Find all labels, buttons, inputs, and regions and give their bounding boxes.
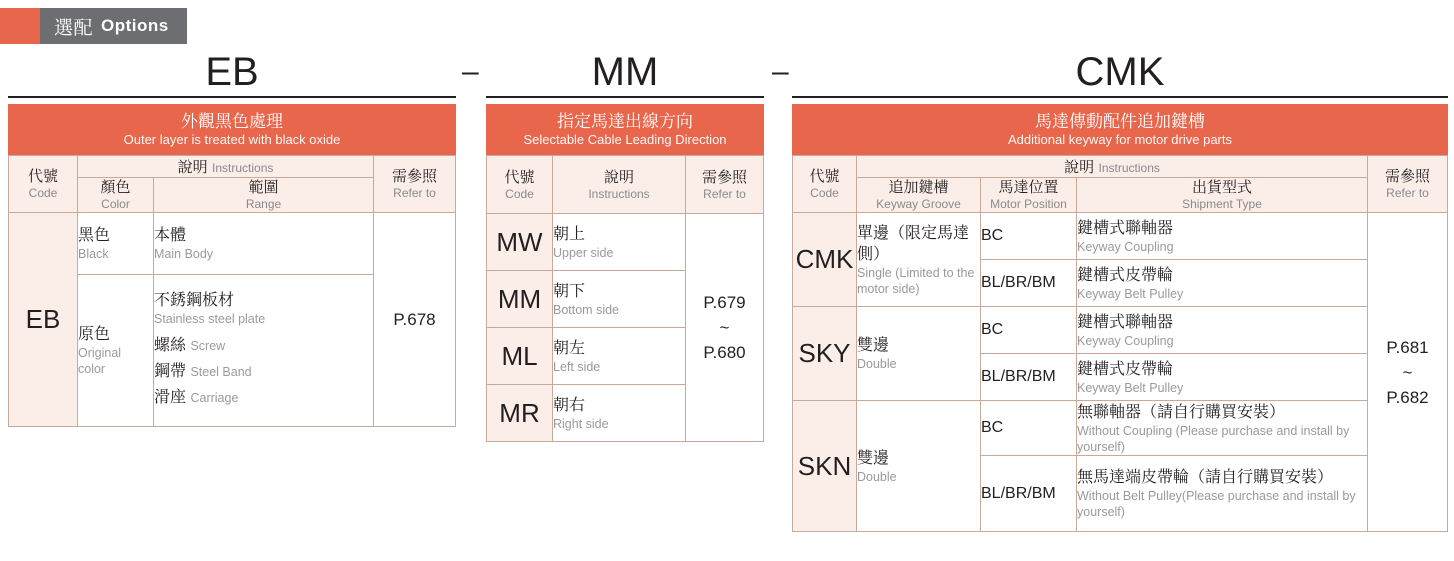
cell-code-mm-value: MM	[497, 283, 542, 314]
table-header-row	[487, 156, 764, 214]
page-header	[0, 8, 187, 44]
cell-direction-ml-zh: 朝左	[553, 339, 586, 357]
cell-shipment-sky-bc-zh: 鍵槽式聯軸器	[1077, 313, 1174, 331]
table-subheader-row	[793, 178, 1448, 213]
header-code-en: Code	[810, 186, 839, 200]
block-cmk-table	[792, 155, 1448, 532]
cell-keyway-skn-en: Double	[857, 469, 897, 484]
header-shipment-type	[1077, 178, 1368, 213]
cell-motorpos-sky-bc: BC	[981, 307, 1077, 354]
range-item-en: Screw	[190, 339, 226, 353]
code-cmk: CMK	[792, 48, 1448, 98]
header-color-en: Color	[101, 197, 130, 211]
cell-direction-mr-zh: 朝右	[553, 396, 586, 414]
cell-shipment-skn-blbrbm-zh: 無馬達端皮帶輪（請自行購買安裝）	[1077, 469, 1334, 486]
header-code-en: Code	[28, 186, 58, 200]
cell-code-mw	[487, 214, 553, 271]
cell-color-black-zh: 黑色	[78, 227, 111, 244]
cell-motorpos-skn-blbrbm: BL/BR/BM	[981, 456, 1077, 532]
header-code	[9, 156, 78, 213]
block-mm-title-en: Selectable Cable Leading Direction	[523, 132, 727, 147]
header-code-zh: 代號	[504, 168, 535, 186]
header-instructions-en: Instructions	[1098, 161, 1160, 175]
cell-keyway-sky-en: Double	[857, 357, 897, 371]
cell-direction-mm-en: Bottom side	[553, 302, 620, 317]
cell-color-original	[78, 275, 154, 427]
cell-code-mr-value: MR	[499, 397, 540, 428]
range-item-en: Steel Band	[190, 365, 252, 379]
header-refer-en: Refer to	[1386, 186, 1429, 200]
table-row	[9, 213, 456, 275]
refer-line: P.681	[1386, 337, 1429, 357]
cell-shipment-cmk-blbrbm	[1077, 260, 1368, 307]
cell-direction-mw-en: Upper side	[553, 245, 614, 260]
range-item-zh: 鋼帶	[154, 363, 187, 380]
header-instructions-zh: 說明	[603, 168, 634, 186]
header-keyway-en: Keyway Groove	[876, 197, 961, 211]
block-cmk-title-zh: 馬達傳動配件追加鍵槽	[1035, 112, 1205, 131]
code-mm: MM	[486, 48, 764, 98]
cell-direction-ml-en: Left side	[553, 359, 601, 374]
block-mm-title	[486, 104, 764, 155]
cell-keyway-sky	[857, 307, 981, 401]
header-code	[793, 156, 857, 213]
block-mm	[486, 104, 764, 442]
cell-code-eb	[9, 213, 78, 427]
header-instructions-zh: 說明	[177, 159, 208, 176]
header-instructions-en: Instructions	[212, 161, 274, 175]
cell-code-skn	[793, 401, 857, 532]
header-keyway	[857, 178, 981, 213]
block-eb	[8, 104, 456, 427]
header-range	[154, 178, 374, 213]
cell-shipment-sky-blbrbm-zh: 鍵槽式皮帶輪	[1077, 360, 1174, 378]
header-motor-position-en: Motor Position	[990, 197, 1067, 211]
cell-direction-mm-zh: 朝下	[553, 282, 586, 300]
range-item	[154, 333, 373, 359]
cell-keyway-cmk	[857, 213, 981, 307]
header-shipment-type-zh: 出貨型式	[1191, 179, 1252, 196]
table-row	[793, 213, 1448, 260]
cell-shipment-cmk-bc-zh: 鍵槽式聯軸器	[1077, 219, 1174, 237]
header-refer	[686, 156, 764, 214]
block-eb-title-zh: 外觀黑色處理	[181, 112, 283, 131]
header-refer	[1368, 156, 1448, 213]
block-eb-title-en: Outer layer is treated with black oxide	[123, 132, 341, 147]
cell-color-original-en: Original color	[78, 346, 122, 376]
header-code-en: Code	[505, 186, 534, 201]
cell-code-ml	[487, 328, 553, 385]
refer-line: P.682	[1386, 387, 1429, 407]
header-instructions	[78, 156, 374, 178]
range-item-zh: 滑座	[154, 389, 187, 406]
code-eb: EB	[8, 48, 456, 98]
range-item	[154, 290, 373, 327]
header-instructions-zh: 說明	[1064, 159, 1095, 176]
header-instructions-en: Instructions	[588, 186, 650, 201]
header-label	[40, 8, 187, 44]
range-item	[154, 359, 373, 385]
cell-shipment-skn-bc-en: Without Coupling (Please purchase and install by yourself)	[1077, 423, 1350, 454]
cell-range-mainbody	[154, 213, 374, 275]
header-title-zh: 選配	[54, 17, 94, 39]
table-row	[487, 214, 764, 271]
cell-code-cmk	[793, 213, 857, 307]
cell-keyway-cmk-zh: 單邊（限定馬達側）	[857, 224, 970, 263]
cell-code-sky-value: SKY	[798, 338, 851, 368]
cell-direction-mr-en: Right side	[553, 416, 609, 431]
header-refer-zh: 需參照	[701, 168, 747, 186]
block-mm-title-zh: 指定馬達出線方向	[557, 112, 693, 131]
header-motor-position	[981, 178, 1077, 213]
cell-shipment-cmk-bc	[1077, 213, 1368, 260]
cell-keyway-sky-zh: 雙邊	[857, 337, 890, 354]
cell-range-mainbody-zh: 本體	[154, 227, 187, 244]
range-item	[154, 385, 373, 411]
cell-range-mainbody-en: Main Body	[154, 247, 214, 261]
cell-keyway-skn	[857, 401, 981, 532]
cell-code-skn-value: SKN	[797, 450, 852, 481]
header-code-zh: 代號	[27, 168, 58, 185]
cell-motorpos-cmk-bc: BC	[981, 213, 1077, 260]
cell-direction-ml	[553, 328, 686, 385]
cell-motorpos-cmk-blbrbm: BL/BR/BM	[981, 260, 1077, 307]
cell-color-black	[78, 213, 154, 275]
code-separator-1: –	[462, 55, 479, 88]
cell-direction-mw	[553, 214, 686, 271]
cell-refer-cmk	[1368, 213, 1448, 532]
block-eb-title	[8, 104, 456, 155]
cell-shipment-sky-bc-en: Keyway Coupling	[1077, 333, 1174, 348]
cell-code-cmk-value: CMK	[795, 244, 854, 274]
range-item-zh: 不銹鋼板材	[154, 292, 235, 309]
cell-shipment-skn-bc-zh: 無聯軸器（請自行購買安裝）	[1077, 403, 1286, 421]
header-keyway-zh: 追加鍵槽	[888, 179, 949, 196]
cell-color-original-zh: 原色	[78, 326, 111, 343]
cell-shipment-sky-bc	[1077, 307, 1368, 354]
header-color	[78, 178, 154, 213]
header-refer-zh: 需參照	[1384, 168, 1430, 185]
cell-shipment-skn-blbrbm-en: Without Belt Pulley(Please purchase and install by yourself)	[1077, 489, 1356, 519]
cell-color-black-en: Black	[78, 247, 109, 261]
table-row	[793, 307, 1448, 354]
cell-refer-eb: P.678	[374, 213, 456, 427]
range-item-en: Carriage	[190, 391, 239, 405]
cell-refer-mm	[686, 214, 764, 442]
cell-shipment-sky-blbrbm	[1077, 354, 1368, 401]
header-code	[487, 156, 553, 214]
header-instructions	[857, 156, 1368, 178]
range-item-zh: 螺絲	[154, 337, 187, 354]
cell-range-list	[154, 275, 374, 427]
header-refer-zh: 需參照	[391, 168, 437, 185]
block-cmk-title-en: Additional keyway for motor drive parts	[1008, 132, 1232, 147]
header-motor-position-zh: 馬達位置	[998, 179, 1059, 196]
refer-line: ~	[719, 318, 730, 337]
block-cmk-title	[792, 104, 1448, 155]
header-accent-block	[0, 8, 40, 44]
cell-shipment-sky-blbrbm-en: Keyway Belt Pulley	[1077, 380, 1184, 395]
header-title-en: Options	[101, 16, 169, 35]
range-item-en: Stainless steel plate	[154, 312, 266, 326]
model-code-row	[0, 48, 1454, 100]
refer-line: P.680	[703, 343, 746, 362]
header-refer	[374, 156, 456, 213]
cell-direction-mm	[553, 271, 686, 328]
refer-line: P.679	[703, 293, 746, 312]
cell-code-mw-value: MW	[496, 226, 543, 257]
table-header-row	[9, 156, 456, 178]
cell-code-mr	[487, 385, 553, 442]
block-eb-table	[8, 155, 456, 427]
header-range-en: Range	[245, 197, 282, 211]
header-color-zh: 顏色	[100, 179, 131, 196]
block-cmk	[792, 104, 1448, 532]
cell-shipment-cmk-bc-en: Keyway Coupling	[1077, 239, 1174, 254]
refer-line: ~	[1402, 362, 1413, 382]
cell-direction-mr	[553, 385, 686, 442]
cell-shipment-cmk-blbrbm-en: Keyway Belt Pulley	[1077, 286, 1184, 301]
cell-code-sky	[793, 307, 857, 401]
header-code-zh: 代號	[809, 168, 840, 185]
cell-shipment-skn-blbrbm	[1077, 456, 1368, 532]
table-header-row	[793, 156, 1448, 178]
cell-shipment-skn-bc	[1077, 401, 1368, 456]
header-range-zh: 範圍	[248, 179, 279, 196]
header-refer-en: Refer to	[703, 186, 746, 201]
header-instructions	[553, 156, 686, 214]
code-separator-2: –	[772, 55, 789, 88]
cell-direction-mw-zh: 朝上	[553, 225, 586, 243]
block-mm-table	[486, 155, 764, 442]
cell-keyway-skn-zh: 雙邊	[857, 449, 890, 467]
table-row	[793, 401, 1448, 456]
cell-shipment-cmk-blbrbm-zh: 鍵槽式皮帶輪	[1077, 266, 1174, 284]
header-shipment-type-en: Shipment Type	[1182, 197, 1262, 211]
header-refer-en: Refer to	[393, 186, 436, 200]
cell-code-eb-value: EB	[25, 304, 61, 334]
cell-motorpos-skn-bc: BC	[981, 401, 1077, 456]
cell-code-ml-value: ML	[501, 340, 538, 371]
cell-code-mm	[487, 271, 553, 328]
cell-keyway-cmk-en: Single (Limited to the motor side)	[857, 265, 975, 296]
cell-motorpos-sky-blbrbm: BL/BR/BM	[981, 354, 1077, 401]
